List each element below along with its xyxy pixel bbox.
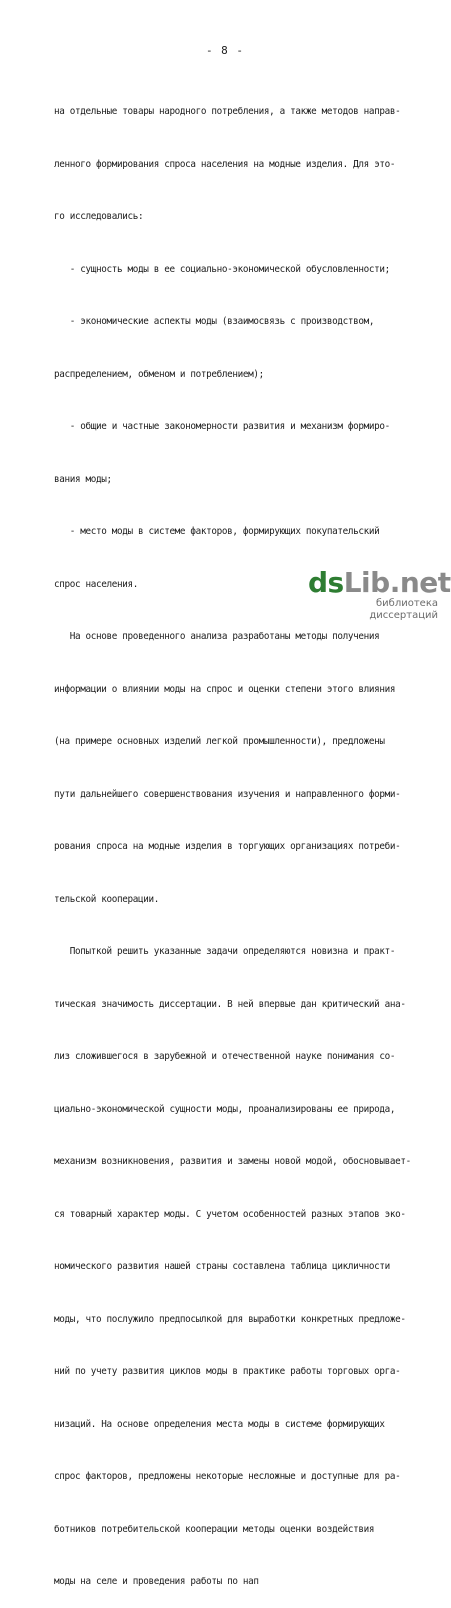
- body-text: [54, 68, 426, 1608]
- text-line: распределением, обменом и потреблением);: [54, 368, 264, 380]
- text-line: спрос факторов, предложены некоторые несложные и доступные для ра-: [54, 1471, 401, 1482]
- text-line: информации о влиянии моды на спрос и оценки степени этого влияния: [54, 683, 396, 695]
- text-line: низаций. На основе определения места моды в системе формирующих: [54, 1418, 385, 1430]
- dslib-watermark[interactable]: [308, 566, 451, 621]
- text-line: ний по учету развития циклов моды в практике работы торговых орга-: [54, 1366, 401, 1377]
- text-line: тическая значимость диссертации. В ней впервые дан критический ана-: [54, 998, 406, 1010]
- text-line: го исследовались:: [54, 211, 144, 222]
- text-line: ся товарный характер моды. С учетом особенностей разных этапов эко-: [54, 1208, 406, 1220]
- text-line: - экономические аспекты моды (взаимосвязь с производством,: [54, 316, 375, 327]
- logo-main: Lib.net: [343, 566, 451, 599]
- text-line: механизм возникновения, развития и замены новой модой, обосновывает-: [54, 1156, 411, 1167]
- text-line: на отдельные товары народного потребления, а также методов направ-: [54, 106, 401, 117]
- text-line: На основе проведенного анализа разработаны методы получения: [54, 631, 380, 642]
- dslib-logo: [308, 566, 451, 599]
- text-line: лиз сложившегося в зарубежной и отечественной науке понимания со-: [54, 1051, 396, 1062]
- text-line: рования спроса на модные изделия в торгующих организациях потреби-: [54, 841, 401, 852]
- text-line: ленного формирования спроса населения на модные изделия. Для это-: [54, 158, 396, 170]
- text-line: пути дальнейшего совершенствования изучения и направленного форми-: [54, 788, 401, 800]
- text-line: ботников потребительской кооперации методы оценки воздействия: [54, 1523, 375, 1535]
- text-line: - место моды в системе факторов, формирующих покупательский: [54, 526, 380, 537]
- text-line: - сущность моды в ее социально-экономической обусловленности;: [54, 263, 390, 275]
- text-line: спрос населения.: [54, 578, 138, 590]
- text-line: - общие и частные закономерности развития и механизм формиро-: [54, 421, 390, 432]
- text-line: моды, что послужило предпосылкой для выработки конкретных предложе-: [54, 1313, 406, 1325]
- text-line: Попыткой решить указанные задачи определяются новизна и практ-: [54, 946, 396, 957]
- text-line: номического развития нашей страны составлена таблица цикличности: [54, 1261, 390, 1272]
- text-line: циально-экономической сущности моды, проанализированы ее природа,: [54, 1103, 396, 1115]
- text-line: вания моды;: [54, 473, 112, 485]
- page-number: - 8 -: [205, 44, 245, 57]
- text-line: тельской кооперации.: [54, 893, 159, 905]
- watermark-subtitle: библиотека диссертаций: [369, 598, 438, 621]
- logo-prefix: ds: [308, 566, 344, 599]
- text-line: моды на селе и проведения работы по нап: [54, 1576, 259, 1587]
- text-line: (на примере основных изделий легкой промышленности), предложены: [54, 736, 385, 747]
